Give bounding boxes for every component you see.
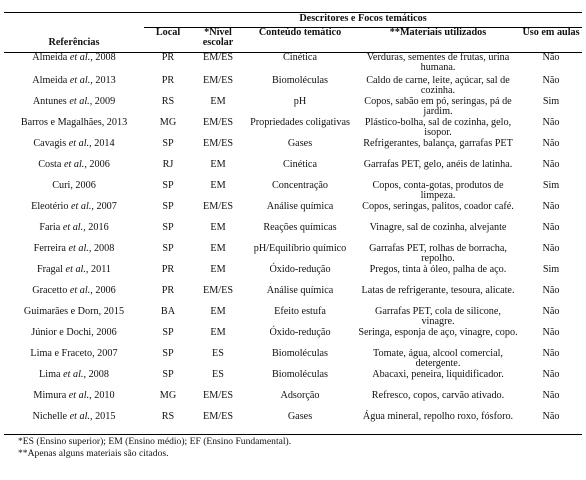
et-al-italic: et al. [69, 95, 90, 107]
cell-conteudo: Óxido-redução [269, 263, 331, 275]
cell-ref: Ferreira et al., 2008 [33, 242, 115, 254]
table-row [4, 370, 582, 391]
cell-conteudo: Propriedades coligativas [250, 116, 350, 128]
cell-ref: Fragal et al., 2011 [36, 263, 112, 275]
table-row [4, 265, 582, 286]
cell-uso: Não [520, 412, 582, 435]
cell-conteudo: Cinética [283, 158, 317, 170]
cell-nivel: EM [210, 158, 226, 170]
et-al-italic: et al. [69, 410, 90, 422]
table-row [4, 97, 582, 118]
cell-uso: Não [542, 137, 560, 149]
et-al-italic: et al. [68, 389, 90, 401]
cell-uso: Sim [542, 95, 560, 107]
cell-local: PR [161, 74, 175, 86]
cell-materiais: Plástico-bolha, sal de cozinha, gelo, isopor. [364, 116, 512, 138]
cell-ref: Gracetto et al., 2006 [32, 284, 116, 296]
cell-ref: Cavagis et al., 2014 [33, 137, 115, 149]
cell-ref: Nichelle et al., 2015 [4, 412, 144, 435]
cell-uso: Não [542, 221, 560, 233]
cell-uso: Não [542, 305, 560, 317]
cell-materiais: Seringa, esponja de aço, vinagre, copo. [358, 326, 518, 338]
et-al-italic: et al. [68, 242, 89, 254]
cell-conteudo: Gases [244, 412, 356, 435]
cell-local: RS [161, 95, 175, 107]
cell-conteudo: Análise química [266, 200, 334, 212]
cell-uso: Não [542, 51, 560, 63]
cell-local: SP [162, 326, 174, 338]
cell-nivel: EM/ES [202, 51, 233, 63]
cell-nivel: EM [210, 95, 226, 107]
footnote-materiais: **Apenas alguns materiais são citados. [18, 447, 169, 459]
cell-uso: Não [542, 326, 560, 338]
table-row [4, 202, 582, 223]
table-row [4, 307, 582, 328]
cell-ref: Guimarães e Dorn, 2015 [23, 305, 125, 317]
cell-nivel: EM [210, 305, 226, 317]
cell-conteudo: Óxido-redução [269, 326, 331, 338]
et-al-italic: et al. [65, 263, 86, 275]
cell-conteudo: Biomoléculas [271, 74, 329, 86]
cell-uso: Não [542, 347, 560, 359]
cell-nivel: EM [210, 263, 226, 275]
cell-uso: Não [542, 116, 560, 128]
cell-conteudo: Biomoléculas [271, 368, 329, 380]
cell-uso: Não [542, 284, 560, 296]
cell-ref: Almeida et al., 2013 [32, 74, 116, 86]
footnote-nivel: *ES (Ensino superior); EM (Ensino médio); EF (Ensino Fundamental). [18, 436, 292, 447]
table-row [4, 160, 582, 181]
cell-ref: Barros e Magalhães, 2013 [20, 116, 128, 128]
cell-materiais: Copos, sabão em pó, seringas, pá de jardim. [364, 95, 512, 117]
cell-materiais: Garrafas PET, cola de silicone, vinagre. [375, 305, 501, 327]
cell-conteudo: Reações químicas [263, 221, 337, 233]
footnotes [18, 436, 291, 459]
table-row [4, 76, 582, 97]
cell-nivel: EM/ES [202, 116, 233, 128]
cell-materiais: Copos, conta-gotas, produtos de limpeza. [372, 179, 504, 201]
cell-materiais: Tomate, água, alcool comercial, detergente. [373, 347, 503, 369]
cell-nivel: ES [212, 368, 224, 380]
cell-uso: Não [542, 242, 560, 254]
et-al-italic: et al. [63, 368, 84, 380]
cell-ref: Costa et al., 2006 [38, 158, 110, 170]
cell-uso: Sim [542, 263, 560, 275]
cell-ref: Curi, 2006 [52, 179, 96, 191]
cell-nivel: EM [210, 179, 226, 191]
col-header-nivel: *Nível escolar [192, 27, 244, 52]
cell-ref: Lima e Fraceto, 2007 [30, 347, 118, 359]
cell-materiais: Refresco, copos, carvão ativado. [371, 389, 505, 401]
cell-local: PR [161, 263, 175, 275]
cell-conteudo: Cinética [283, 51, 317, 63]
col-header-materiais: **Materiais utilizados [356, 27, 520, 52]
col-header-referencias: Referências [4, 13, 144, 53]
cell-ref: Almeida et al., 2008 [32, 51, 116, 63]
cell-uso: Não [542, 368, 560, 380]
cell-uso: Não [542, 158, 560, 170]
cell-nivel: EM/ES [202, 137, 233, 149]
cell-conteudo: Gases [287, 137, 313, 149]
col-header-local: Local [144, 27, 192, 52]
cell-local: SP [162, 137, 174, 149]
table-row [4, 118, 582, 139]
cell-ref: Faria et al., 2016 [39, 221, 109, 233]
cell-materiais: Verduras, sementes de frutas, urina humana. [366, 51, 510, 73]
cell-materiais: Garrafas PET, rolhas de borracha, repolho. [369, 242, 507, 264]
table-row [4, 391, 582, 412]
cell-local: PR [161, 51, 175, 63]
table-row [4, 223, 582, 244]
cell-ref: Eleotério et al., 2007 [31, 200, 117, 212]
table-row [4, 286, 582, 307]
cell-materiais: Caldo de carne, leite, açúcar, sal de cozinha. [366, 74, 510, 96]
cell-nivel: EM/ES [202, 284, 233, 296]
cell-ref: Lima et al., 2008 [39, 368, 109, 380]
cell-local: RJ [162, 158, 174, 170]
cell-materiais: Água mineral, repolho roxo, fósforo. [356, 412, 520, 435]
cell-conteudo: Análise química [266, 284, 334, 296]
cell-ref: Antunes et al., 2009 [32, 95, 116, 107]
cell-local: SP [162, 242, 174, 254]
et-al-italic: et al. [71, 200, 92, 212]
et-al-italic: et al. [69, 284, 91, 296]
table-row [4, 181, 582, 202]
table-row [4, 328, 582, 349]
cell-conteudo: pH/Equilíbrio químico [253, 242, 347, 254]
cell-materiais: Refrigerantes, balança, garrafas PET [363, 137, 513, 149]
cell-local: SP [162, 221, 174, 233]
cell-materiais: Copos, seringas, palitos, coador café. [362, 200, 514, 212]
cell-nivel: EM [210, 221, 226, 233]
cell-materiais: Abacaxi, peneira, liquidificador. [372, 368, 504, 380]
table-row [4, 52, 582, 76]
table-row [4, 139, 582, 160]
cell-materiais: Pregos, tinta à óleo, palha de aço. [369, 263, 507, 275]
cell-nivel: EM/ES [202, 389, 233, 401]
cell-uso: Não [542, 389, 560, 401]
cell-local: MG [159, 389, 177, 401]
cell-materiais: Garrafas PET, gelo, anéis de latinha. [363, 158, 513, 170]
cell-local: RS [144, 412, 192, 435]
cell-nivel: EM/ES [202, 74, 233, 86]
table-body [4, 52, 582, 434]
cell-local: MG [159, 116, 177, 128]
cell-ref: Júnior e Dochi, 2006 [31, 326, 117, 338]
cell-materiais: Latas de refrigerante, tesoura, alicate. [361, 284, 515, 296]
et-al-italic: et al. [68, 137, 90, 149]
references-table [4, 12, 582, 435]
cell-local: SP [162, 368, 174, 380]
et-al-italic: et al. [69, 74, 91, 86]
cell-ref: Mimura et al., 2010 [33, 389, 115, 401]
cell-uso: Sim [542, 179, 560, 191]
cell-conteudo: Biomoléculas [271, 347, 329, 359]
cell-nivel: ES [212, 347, 224, 359]
cell-nivel: EM/ES [192, 412, 244, 435]
cell-local: SP [162, 200, 174, 212]
col-header-uso: Uso em aulas [520, 27, 582, 52]
cell-local: BA [160, 305, 176, 317]
group-header-descritores: Descritores e Focos temáticos [144, 13, 582, 28]
cell-nivel: EM [210, 326, 226, 338]
cell-uso: Não [542, 200, 560, 212]
cell-conteudo: pH [293, 95, 307, 107]
cell-local: SP [162, 179, 174, 191]
group-header-row [4, 13, 582, 28]
et-al-italic: et al. [62, 221, 84, 233]
et-al-italic: et al. [63, 158, 85, 170]
cell-uso: Não [542, 74, 560, 86]
et-al-italic: et al. [69, 51, 91, 63]
table-row [4, 349, 582, 370]
cell-materiais: Vinagre, sal de cozinha, alvejante [369, 221, 507, 233]
cell-nivel: EM/ES [202, 200, 233, 212]
table-row [4, 244, 582, 265]
cell-local: PR [161, 284, 175, 296]
table-row [4, 412, 582, 435]
cell-nivel: EM [210, 242, 226, 254]
cell-local: SP [162, 347, 174, 359]
cell-conteudo: Adsorção [280, 389, 320, 401]
col-header-conteudo: Conteúdo temático [244, 27, 356, 52]
cell-conteudo: Concentração [271, 179, 328, 191]
cell-conteudo: Efeito estufa [274, 305, 326, 317]
